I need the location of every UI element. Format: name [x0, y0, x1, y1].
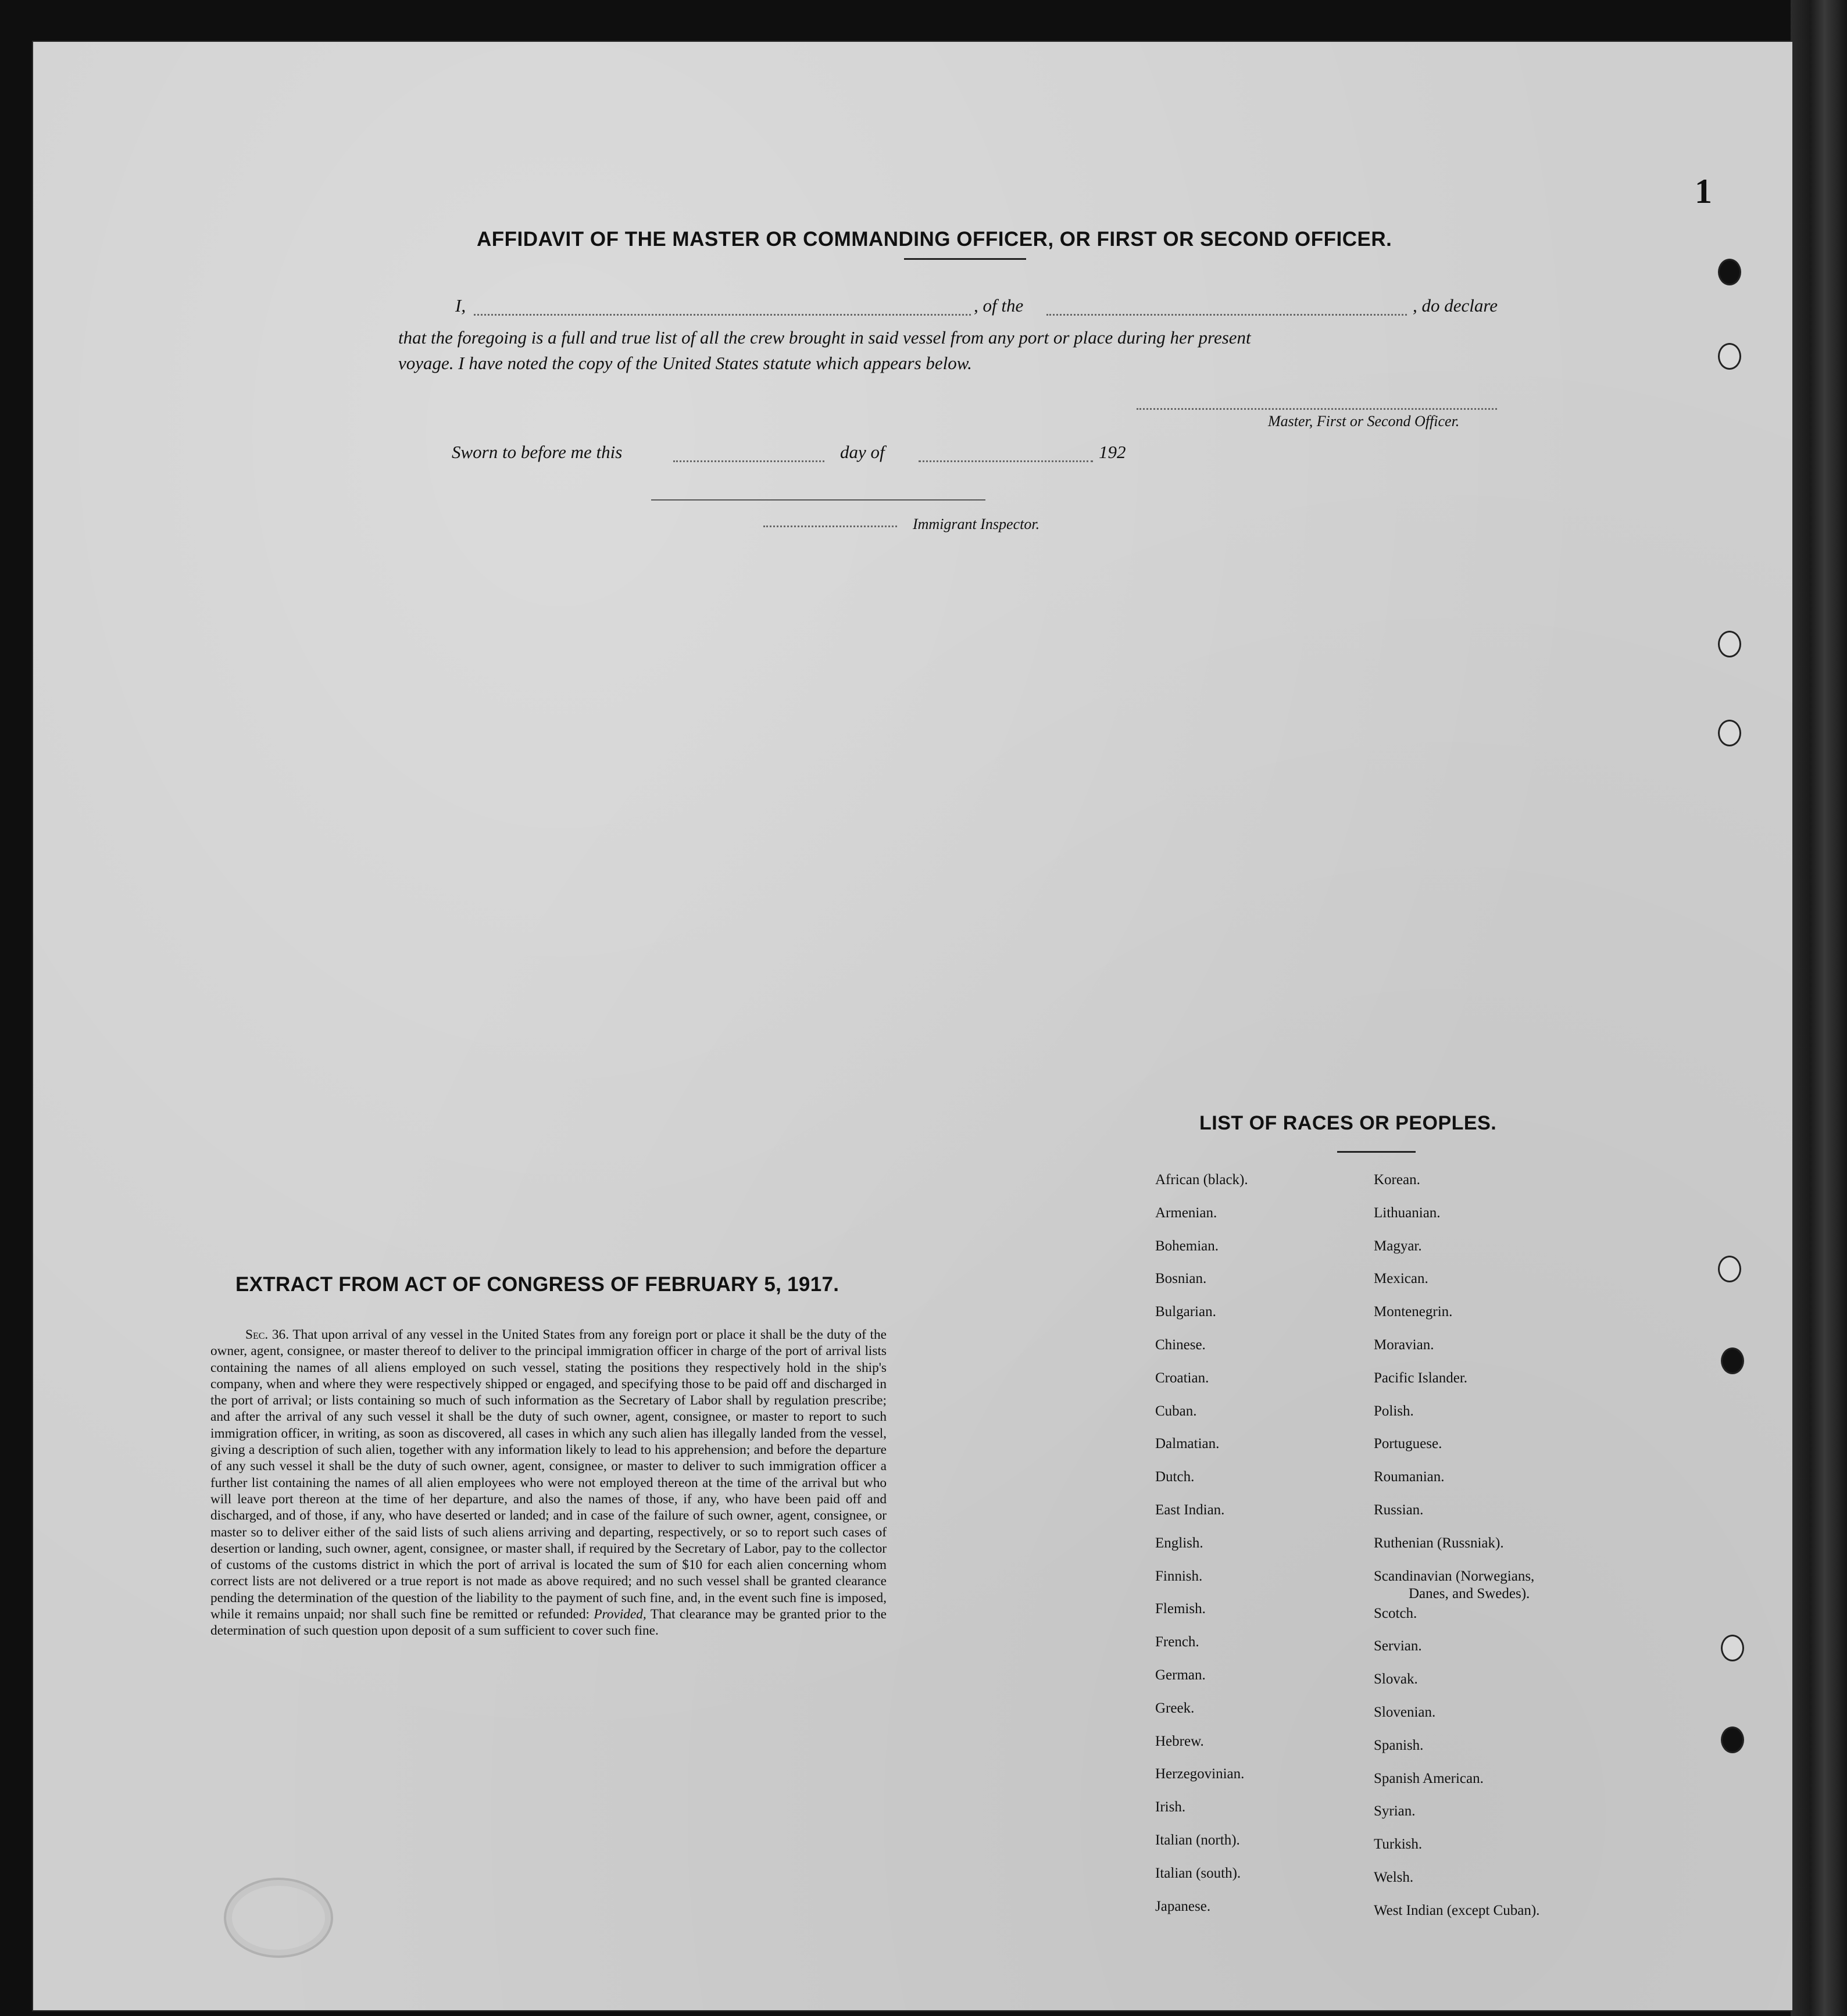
race-item: Hebrew. [1155, 1733, 1204, 1749]
race-item: Scotch. [1374, 1605, 1417, 1621]
race-item: Portuguese. [1374, 1436, 1442, 1452]
race-item: Spanish American. [1374, 1770, 1484, 1786]
month-blank[interactable] [919, 460, 1093, 462]
vessel-blank[interactable] [1046, 314, 1407, 316]
race-item: Chinese. [1155, 1336, 1206, 1353]
affidavit-line1-end: , do declare [1413, 295, 1498, 316]
bleed-through-text [166, 166, 1724, 201]
race-item: Slovenian. [1374, 1704, 1436, 1720]
inspector-caption: Immigrant Inspector. [913, 516, 1040, 532]
race-item: Magyar. [1374, 1238, 1422, 1254]
day-blank[interactable] [673, 460, 824, 462]
race-item: Bohemian. [1155, 1238, 1219, 1254]
race-item: French. [1155, 1634, 1199, 1650]
race-item: Dutch. [1155, 1469, 1195, 1485]
master-signature-blank[interactable] [1137, 408, 1497, 410]
proviso-word: Provided, [594, 1607, 646, 1622]
race-item: Japanese. [1155, 1898, 1211, 1914]
year-prefix: 192 [1099, 442, 1126, 462]
binder-hole [1718, 259, 1741, 285]
race-item: Finnish. [1155, 1568, 1203, 1584]
race-item: Croatian. [1155, 1370, 1209, 1386]
margin-mark: 1 [1695, 172, 1712, 210]
binder-hole [1721, 1635, 1744, 1661]
race-item: Lithuanian. [1374, 1204, 1441, 1221]
affidavit-line1-start: I, [455, 295, 466, 316]
race-item: Syrian. [1374, 1803, 1416, 1820]
binder-hole [1721, 1347, 1744, 1374]
binder-hole [1721, 1727, 1744, 1753]
affidavit-title: AFFIDAVIT OF THE MASTER OR COMMANDING OFFICER, OR FIRST OR SECOND OFFICER. [477, 228, 1392, 251]
extract-text-part1: That upon arrival of any vessel in the United States from any foreign port or place it shall be the duty of the owner, agent, consignee, or master thereof to deliver to the principal immigration officer in charge of the port of arrival lists containing the names of all aliens employed on such vessel, stating the positions they respectively hold in the ship's company, when and where they were respectively shipped or engaged, and specifying those to be paid off and discharged in the port of arrival; or lists containing so much of such information as the Secretary of Labor shall by regulation prescribe; and after the arrival of any such vessel it shall be the duty of such owner, agent, consignee, or master to report to such immigration officer, in writing, as soon as discovered, all cases in which any such alien has illegally landed from the vessel, giving a description of such alien, together with any information likely to lead to his apprehension; and before the departure of any such vessel it shall be the duty of such owner, agent, consignee, or master to deliver to such immigration officer a further list containing the names of all alien employees who were not employed thereon at the time of the arrival but who will leave port thereon at the time of her departure, and also the names of those, if any, who have been paid off and discharged, and of those, if any, who have deserted or landed; and in case of the failure of such owner, agent, consignee, or master so to deliver either of the said lists of such aliens arriving and departing, respectively, or so to report such cases of desertion or landing, such owner, agent, consignee, or master shall, if required by the Secretary of Labor, pay to the collector of customs of the customs district in which the port of arrival is located the sum of $10 for each alien concerning whom correct lists are not delivered or a true report is not made as above required; and no such vessel shall be granted clearance pending the determination of the question of the liability to the payment of such fine, and, in the event such fine is imposed, while it remains unpaid; nor shall such fine be remitted or refunded: [210, 1327, 887, 1622]
race-item: Mexican. [1374, 1271, 1428, 1287]
race-item: Pacific Islander. [1374, 1370, 1468, 1386]
race-item: Slovak. [1374, 1671, 1418, 1688]
extract-text-part2: That clearance may be granted prior to the determination of such question upon deposit of a sum sufficient to cover such fine. [210, 1607, 887, 1639]
races-list-left [1155, 1171, 1248, 1931]
binder-hole [1718, 1256, 1741, 1282]
affidavit-line3: voyage. I have noted the copy of the United States statute which appears below. [398, 353, 972, 373]
race-item: Herzegovinian. [1155, 1766, 1245, 1782]
race-item: Italian (south). [1155, 1865, 1241, 1881]
extract-title: EXTRACT FROM ACT OF CONGRESS OF FEBRUARY 5, 1917. [235, 1273, 839, 1296]
affidavit-line2: that the foregoing is a full and true list of all the crew brought in said vessel from any port or place during her present [398, 327, 1251, 348]
binder-hole [1718, 343, 1741, 370]
races-title: LIST OF RACES OR PEOPLES. [1199, 1112, 1497, 1134]
section-label: Sec. 36. [245, 1327, 290, 1342]
race-item: Irish. [1155, 1799, 1186, 1815]
race-item: German. [1155, 1667, 1206, 1683]
race-item: Italian (north). [1155, 1832, 1240, 1848]
race-item: Bulgarian. [1155, 1304, 1216, 1320]
races-title-rule [1337, 1151, 1416, 1153]
binder-hole [1718, 631, 1741, 657]
race-item: Moravian. [1374, 1336, 1434, 1353]
race-item: African (black). [1155, 1172, 1248, 1188]
race-item: Korean. [1374, 1172, 1420, 1188]
race-item: Bosnian. [1155, 1271, 1207, 1287]
affidavit-line1-mid: , of the [974, 295, 1024, 316]
race-item: West Indian (except Cuban). [1374, 1902, 1540, 1918]
race-item: Greek. [1155, 1700, 1195, 1716]
sworn-label: Sworn to before me this [452, 442, 623, 462]
race-item: Russian. [1374, 1502, 1424, 1518]
race-item: Armenian. [1155, 1204, 1217, 1221]
races-list-right [1374, 1171, 1539, 1935]
race-item: Cuban. [1155, 1403, 1197, 1419]
race-item: Scandinavian (Norwegians, [1374, 1568, 1535, 1584]
extract-body [210, 1327, 887, 1639]
race-item: Ruthenian (Russniak). [1374, 1535, 1504, 1551]
binding-strip [1791, 0, 1847, 2016]
faded-stamp [224, 1878, 333, 1958]
race-item: English. [1155, 1535, 1203, 1551]
race-item: Spanish. [1374, 1737, 1424, 1753]
race-item: Roumanian. [1374, 1469, 1445, 1485]
race-item: Welsh. [1374, 1869, 1414, 1885]
name-blank[interactable] [474, 314, 971, 316]
race-item: Polish. [1374, 1403, 1414, 1419]
race-item: Dalmatian. [1155, 1436, 1220, 1452]
race-item: Servian. [1374, 1638, 1422, 1654]
race-item: Danes, and Swedes). [1409, 1585, 1530, 1602]
race-item: East Indian. [1155, 1502, 1225, 1518]
race-item: Turkish. [1374, 1836, 1423, 1853]
inspector-dotted-line [763, 526, 897, 527]
race-item: Flemish. [1155, 1601, 1206, 1617]
day-label: day of [840, 442, 885, 462]
race-item: Montenegrin. [1374, 1304, 1453, 1320]
binder-hole [1718, 720, 1741, 746]
document-page [32, 41, 1794, 2011]
inspector-signature-line[interactable] [651, 499, 985, 501]
title-rule [904, 258, 1026, 260]
master-signature-caption: Master, First or Second Officer. [1268, 413, 1460, 430]
